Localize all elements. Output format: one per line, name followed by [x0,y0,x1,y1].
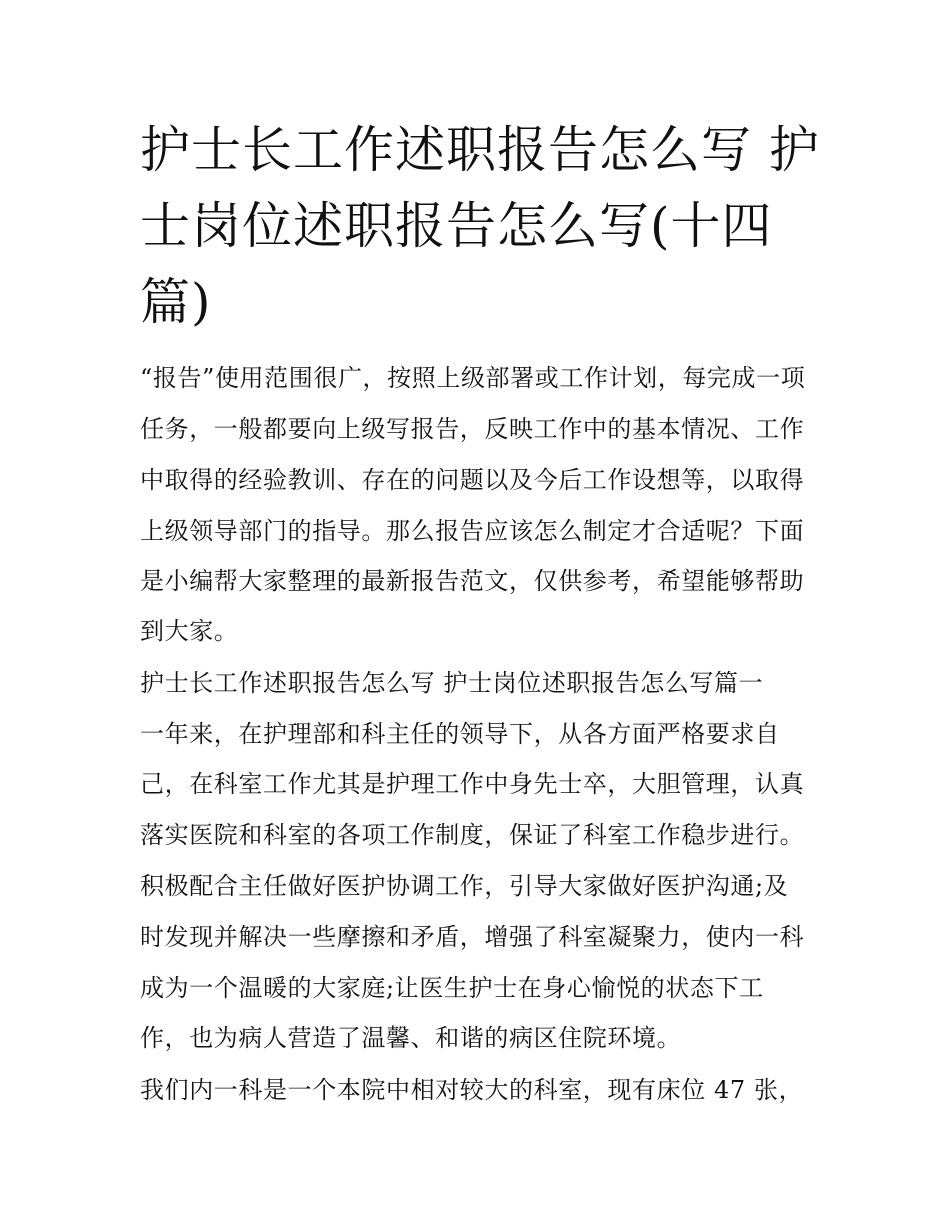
body-line-8: 一年来，在护理部和科主任的领导下，从各方面严格要求自 [140,720,780,748]
body-line-9: 己，在科室工作尤其是护理工作中身先士卒，大胆管理，认真 [140,770,805,798]
body-line-10: 落实医院和科室的各项工作制度，保证了科室工作稳步进行。 [140,821,805,849]
body-line-13: 成为一个温暖的大家庭;让医生护士在身心愉悦的状态下工 [140,974,764,1002]
body-line-2: 任务，一般都要向上级写报告，反映工作中的基本情况、工作 [140,415,805,443]
body-line-5: 是小编帮大家整理的最新报告范文，仅供参考，希望能够帮助 [140,567,805,595]
document-title: 护士长工作述职报告怎么写 护士岗位述职报告怎么写(十四篇) [140,121,820,331]
body-line-12: 时发现并解决一些摩擦和矛盾，增强了科室凝聚力，使内一科 [140,923,805,951]
body-line-1: “报告”使用范围很广，按照上级部署或工作计划，每完成一项 [140,364,806,392]
body-line-3: 中取得的经验教训、存在的问题以及今后工作设想等，以取得 [140,466,805,494]
body-line-15: 我们内一科是一个本院中相对较大的科室，现有床位 47 张， [140,1076,804,1104]
body-line-4: 上级领导部门的指导。那么报告应该怎么制定才合适呢？下面 [140,517,805,545]
section-heading-1: 护士长工作述职报告怎么写 护士岗位述职报告怎么写篇一 [140,669,764,697]
body-line-6: 到大家。 [140,617,239,645]
body-line-11: 积极配合主任做好医护协调工作，引导大家做好医护沟通;及 [140,872,789,900]
body-line-14: 作，也为病人营造了温馨、和谐的病区住院环境。 [140,1024,682,1052]
